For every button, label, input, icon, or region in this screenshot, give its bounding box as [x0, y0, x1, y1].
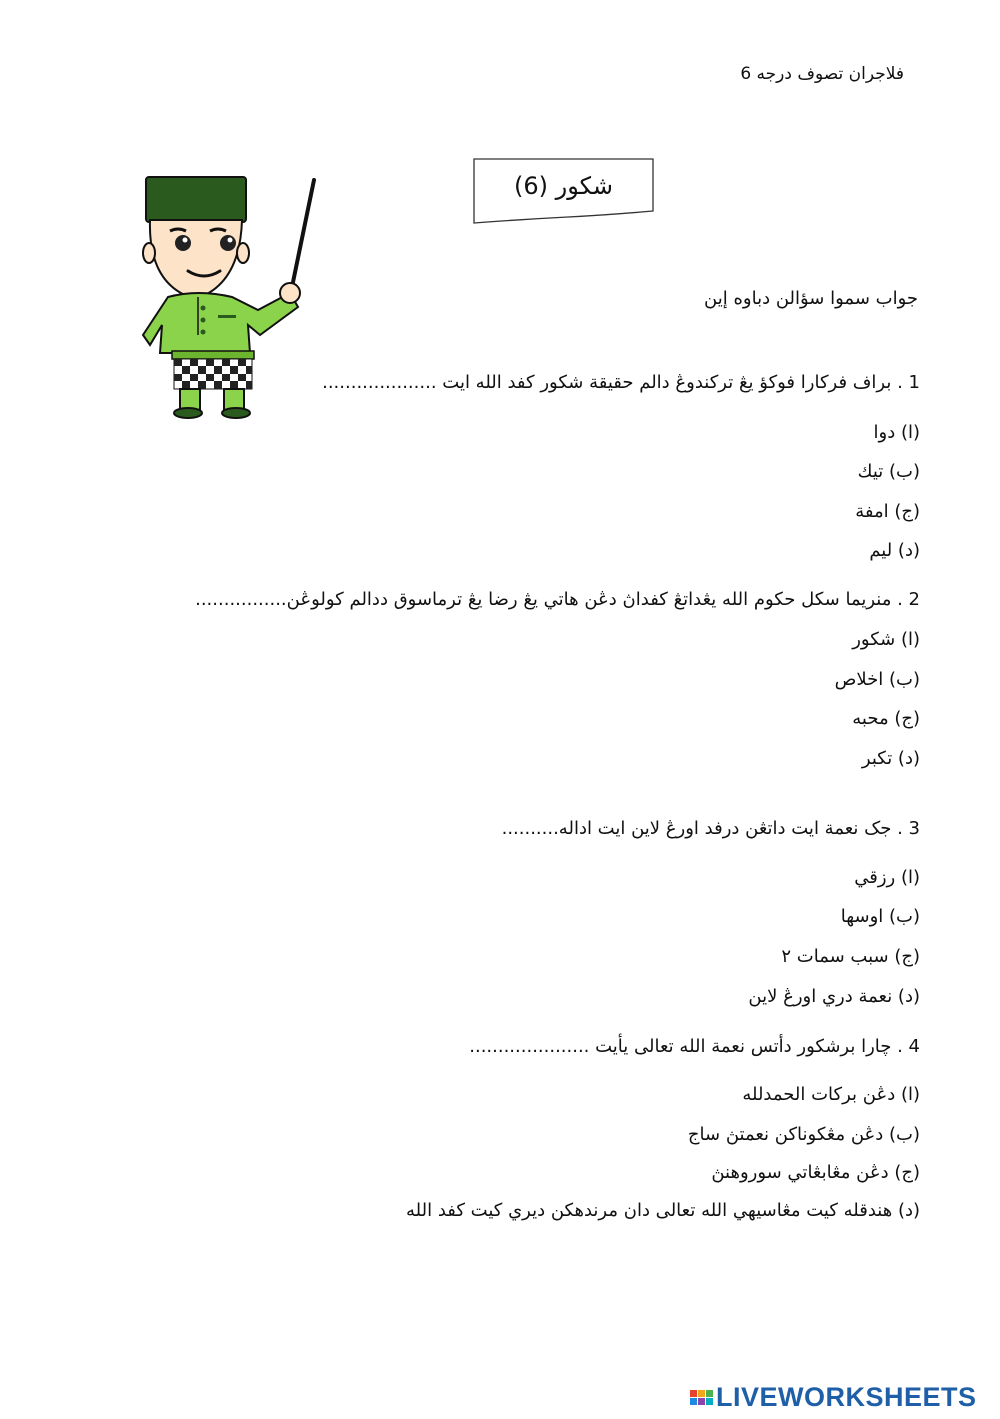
- title-banner: [473, 158, 654, 222]
- question-1-option-d[interactable]: (د) ليم: [869, 540, 920, 561]
- question-2-text: 2 . منريما سكل حكوم الله يڠداتڠ كفداڽ دڠن هاتي يڠ رضا يڠ ترماسوق ددالم كولوڠن................: [195, 589, 920, 610]
- brand-name: LIVEWORKSHEETS: [716, 1381, 977, 1412]
- logo-icon: [690, 1390, 713, 1405]
- instruction-text: جواب سموا سؤالن دباوه إين: [704, 288, 918, 309]
- question-1-option-b[interactable]: (ب) تيك: [857, 461, 920, 482]
- teacher-illustration: [140, 175, 325, 424]
- question-2-option-b[interactable]: (ب) اخلاص: [834, 669, 920, 690]
- question-1-text: 1 . براف فركارا فوكؤ يڠ تركندوڠ دالم حقيقة شكور كفد الله ايت ....................: [322, 372, 920, 393]
- question-2-option-a[interactable]: (ا) شكور: [852, 629, 920, 650]
- question-2-option-c[interactable]: (ج) محبه: [852, 708, 920, 729]
- question-4-option-a[interactable]: (ا) دڠن بركات الحمدلله: [742, 1084, 920, 1105]
- question-4-text: 4 . چارا برشكور دأتس نعمة الله تعالى يأيت .....................: [469, 1036, 920, 1057]
- liveworksheets-logo: [690, 1380, 977, 1414]
- question-2-option-d[interactable]: (د) تكبر: [861, 748, 920, 769]
- question-3-option-b[interactable]: (ب) اوسها: [840, 906, 920, 927]
- question-4-option-d[interactable]: (د) هندقله كيت مڠاسيهي الله تعالى دان مرندهکن ديري كيت كفد الله: [406, 1200, 920, 1221]
- question-3-text: 3 . جک نعمة ايت داتڠن درفد اورڠ لاين ايت اداله..........: [501, 818, 920, 839]
- question-1-option-a[interactable]: (ا) دوا: [873, 422, 920, 443]
- question-3-option-d[interactable]: (د) نعمة دري اورڠ لاين: [748, 986, 920, 1007]
- question-3-option-a[interactable]: (ا) رزقي: [854, 867, 920, 888]
- worksheet-header: فلاجران تصوف درجه 6: [740, 64, 904, 84]
- question-1-option-c[interactable]: (ج) امفة: [855, 501, 920, 522]
- question-4-option-c[interactable]: (ج) دڠن مڠابڠاتي سوروهنڽ: [711, 1162, 920, 1183]
- worksheet-title: شكور (6): [514, 172, 613, 200]
- question-3-option-c[interactable]: (ج) سبب سمات ٢: [781, 946, 920, 967]
- question-4-option-b[interactable]: (ب) دڠن مڠكوناکن نعمتڽ ساج: [687, 1124, 920, 1145]
